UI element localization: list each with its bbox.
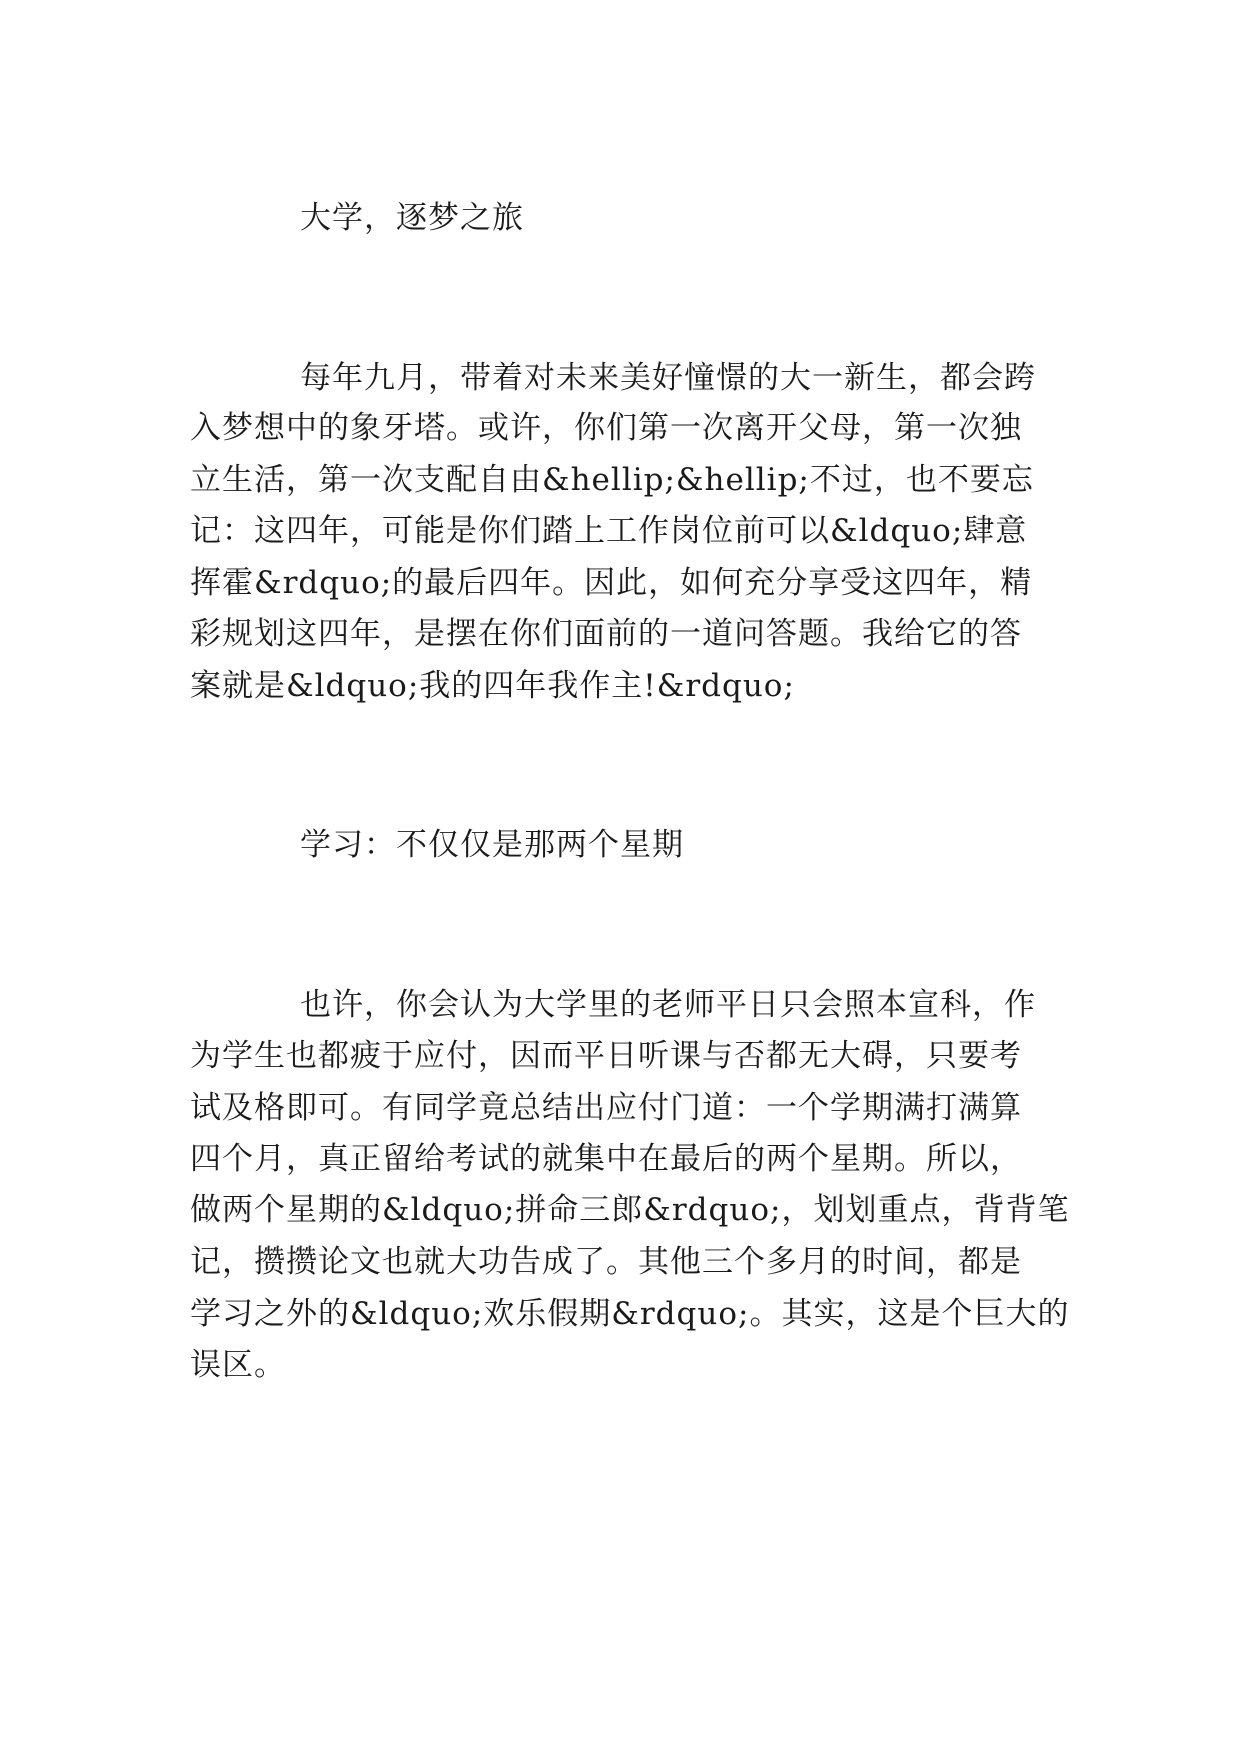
paragraph-line: 做两个星期的&ldquo;拼命三郎&rdquo;，划划重点，背背笔 xyxy=(190,1192,1070,1228)
paragraph-line: 挥霍&rdquo;的最后四年。因此，如何充分享受这四年，精 xyxy=(190,565,1033,601)
paragraph-line: 立生活，第一次支配自由&hellip;&hellip;不过，也不要忘 xyxy=(190,462,1034,498)
paragraph-line: 记：这四年，可能是你们踏上工作岗位前可以&ldquo;肆意 xyxy=(190,513,1028,549)
paragraph-line: 入梦想中的象牙塔。或许，你们第一次离开父母，第一次独 xyxy=(190,410,1022,446)
paragraph-line: 也许，你会认为大学里的老师平日只会照本宣科，作 xyxy=(300,987,1036,1023)
section-heading-study: 学习：不仅仅是那两个星期 xyxy=(300,827,684,863)
paragraph-line: 记，攒攒论文也就大功告成了。其他三个多月的时间，都是 xyxy=(190,1244,1022,1280)
paragraph-line: 案就是&ldquo;我的四年我作主!&rdquo; xyxy=(190,668,795,704)
section-heading-university: 大学，逐梦之旅 xyxy=(300,200,524,236)
paragraph-line: 误区。 xyxy=(190,1347,286,1383)
paragraph-line: 为学生也都疲于应付，因而平日听课与否都无大碍，只要考 xyxy=(190,1038,1022,1074)
paragraph-line: 试及格即可。有同学竟总结出应付门道：一个学期满打满算 xyxy=(190,1090,1022,1126)
paragraph-line: 每年九月，带着对未来美好憧憬的大一新生，都会跨 xyxy=(300,360,1036,396)
paragraph-line: 四个月，真正留给考试的就集中在最后的两个星期。所以， xyxy=(190,1141,1022,1177)
paragraph-line: 学习之外的&ldquo;欢乐假期&rdquo;。其实，这是个巨大的 xyxy=(190,1296,1070,1332)
paragraph-line: 彩规划这四年，是摆在你们面前的一道问答题。我给它的答 xyxy=(190,616,1022,652)
